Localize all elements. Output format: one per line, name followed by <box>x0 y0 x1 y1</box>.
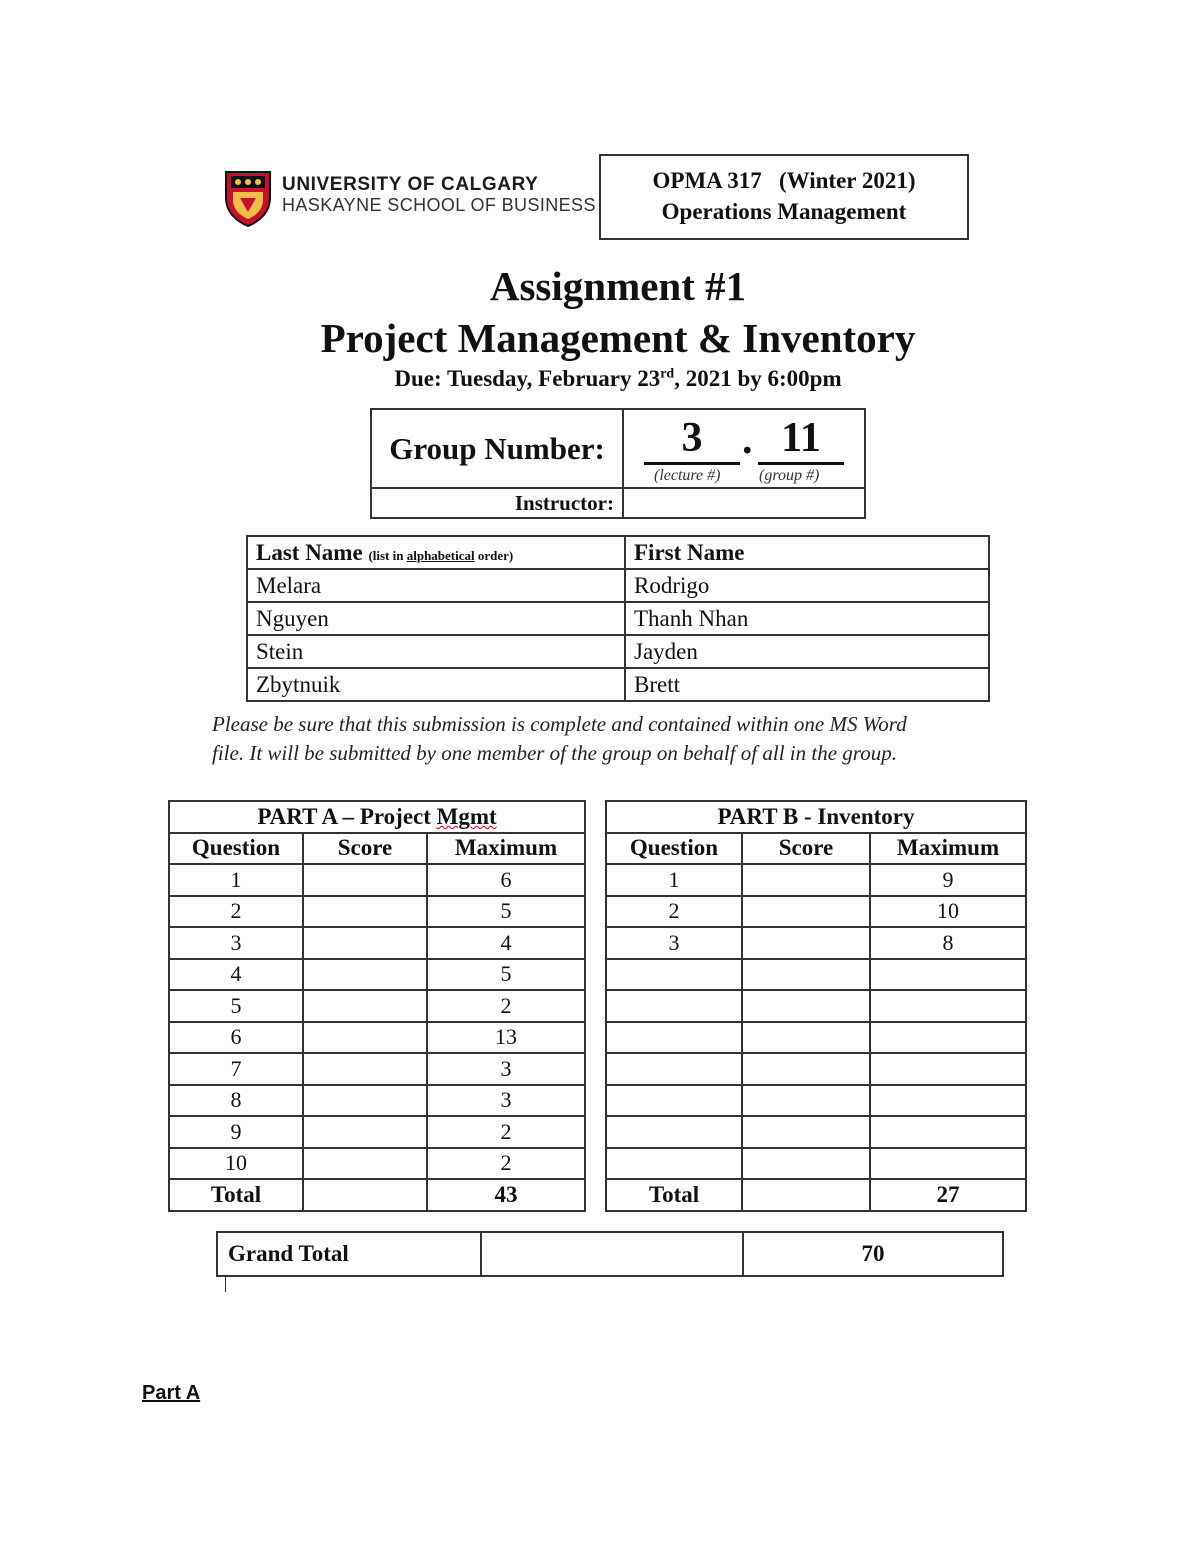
maximum-cell: 4 <box>427 927 585 959</box>
score-cell[interactable] <box>303 927 427 959</box>
group-caption: (group #) <box>759 467 820 484</box>
table-row <box>247 602 989 635</box>
score-header: Score <box>742 833 870 865</box>
question-cell: 4 <box>169 959 303 991</box>
submission-note: Please be sure that this submission is complete and contained within one MS Word file. It will be submitted by one member of the group on behalf of all in the group. <box>212 712 907 765</box>
table-row <box>606 927 1026 959</box>
score-cell[interactable] <box>303 864 427 896</box>
question-cell: 1 <box>169 864 303 896</box>
table-row <box>169 1116 585 1148</box>
last-name-header: Last Name (list in alphabetical order) <box>247 536 625 569</box>
maximum-cell: 3 <box>427 1053 585 1085</box>
group-separator: . <box>742 417 753 463</box>
score-cell[interactable] <box>742 959 870 991</box>
question-cell: 7 <box>169 1053 303 1085</box>
maximum-cell <box>870 1148 1026 1180</box>
part-a-score-table <box>168 800 586 1212</box>
group-number: 11 <box>758 414 844 465</box>
table-row <box>169 1148 585 1180</box>
table-row <box>169 959 585 991</box>
maximum-cell <box>870 1116 1026 1148</box>
school-name: HASKAYNE SCHOOL OF BUSINESS <box>282 195 596 215</box>
total-score-cell[interactable] <box>303 1179 427 1211</box>
grand-total-table <box>216 1231 1004 1277</box>
score-cell[interactable] <box>303 959 427 991</box>
question-cell <box>606 1116 742 1148</box>
maximum-cell: 10 <box>870 896 1026 928</box>
group-members-table <box>246 535 990 702</box>
table-row <box>606 1022 1026 1054</box>
maximum-cell: 8 <box>870 927 1026 959</box>
last-name-cell[interactable]: Zbytnuik <box>247 668 625 701</box>
maximum-cell: 2 <box>427 1148 585 1180</box>
total-label: Total <box>606 1179 742 1211</box>
course-box <box>599 154 969 240</box>
table-row <box>169 927 585 959</box>
first-name-cell[interactable]: Jayden <box>625 635 989 668</box>
maximum-cell: 13 <box>427 1022 585 1054</box>
table-row <box>169 990 585 1022</box>
table-row <box>247 635 989 668</box>
due-date: Due: Tuesday, February 23rd, 2021 by 6:00pm <box>394 366 842 391</box>
question-cell <box>606 1053 742 1085</box>
table-row <box>247 668 989 701</box>
lecture-number: 3 <box>644 414 740 465</box>
score-cell[interactable] <box>303 1116 427 1148</box>
question-cell: 5 <box>169 990 303 1022</box>
last-name-cell[interactable]: Stein <box>247 635 625 668</box>
last-name-note: (list in alphabetical order) <box>368 547 514 563</box>
table-row <box>606 959 1026 991</box>
table-row <box>606 864 1026 896</box>
maximum-cell: 5 <box>427 896 585 928</box>
instructor-field[interactable] <box>623 488 865 518</box>
score-cell[interactable] <box>303 1085 427 1117</box>
question-cell: 6 <box>169 1022 303 1054</box>
maximum-header: Maximum <box>870 833 1026 865</box>
part-a-title: PART A – Project Mgmt <box>169 801 585 833</box>
table-row <box>169 1053 585 1085</box>
score-cell[interactable] <box>303 1022 427 1054</box>
first-name-cell[interactable]: Rodrigo <box>625 569 989 602</box>
question-cell <box>606 990 742 1022</box>
maximum-cell <box>870 1085 1026 1117</box>
score-cell[interactable] <box>742 1022 870 1054</box>
question-cell <box>606 959 742 991</box>
maximum-cell: 9 <box>870 864 1026 896</box>
maximum-cell <box>870 990 1026 1022</box>
score-cell[interactable] <box>742 1148 870 1180</box>
score-cell[interactable] <box>303 896 427 928</box>
table-row <box>606 1085 1026 1117</box>
question-header: Question <box>606 833 742 865</box>
question-cell: 10 <box>169 1148 303 1180</box>
score-cell[interactable] <box>742 864 870 896</box>
question-cell: 3 <box>169 927 303 959</box>
part-b-title: PART B - Inventory <box>606 801 1026 833</box>
question-cell <box>606 1022 742 1054</box>
question-header: Question <box>169 833 303 865</box>
lecture-caption: (lecture #) <box>654 467 721 484</box>
course-name: Operations Management <box>661 199 907 224</box>
table-row <box>169 1085 585 1117</box>
score-cell[interactable] <box>303 1053 427 1085</box>
part-b-score-table <box>605 800 1027 1212</box>
maximum-cell <box>870 959 1026 991</box>
grand-total-score-cell[interactable] <box>481 1232 743 1276</box>
university-name: UNIVERSITY OF CALGARY <box>282 174 539 195</box>
table-row <box>247 569 989 602</box>
maximum-cell <box>870 1022 1026 1054</box>
assignment-title: Assignment #1 <box>489 263 747 309</box>
university-logo <box>223 168 596 228</box>
table-row <box>606 896 1026 928</box>
maximum-cell: 2 <box>427 990 585 1022</box>
score-cell[interactable] <box>742 927 870 959</box>
course-code: OPMA 317 (Winter 2021) <box>652 168 916 193</box>
last-name-cell[interactable]: Melara <box>247 569 625 602</box>
table-row <box>169 1022 585 1054</box>
first-name-header: First Name <box>625 536 989 569</box>
text-cursor <box>225 1276 226 1292</box>
group-number-label: Group Number: <box>371 409 623 488</box>
section-heading: Part A <box>142 1382 201 1404</box>
score-cell[interactable] <box>742 896 870 928</box>
question-cell: 1 <box>606 864 742 896</box>
table-row <box>606 990 1026 1022</box>
maximum-cell <box>870 1053 1026 1085</box>
university-crest-icon <box>223 168 273 228</box>
maximum-cell: 5 <box>427 959 585 991</box>
score-cell[interactable] <box>742 1053 870 1085</box>
total-label: Total <box>169 1179 303 1211</box>
question-cell: 8 <box>169 1085 303 1117</box>
grand-total-maximum: 70 <box>743 1232 1003 1276</box>
table-row <box>606 1148 1026 1180</box>
total-maximum: 43 <box>427 1179 585 1211</box>
group-number-value[interactable] <box>623 409 865 488</box>
question-cell: 3 <box>606 927 742 959</box>
instructor-label: Instructor: <box>371 488 623 518</box>
total-score-cell[interactable] <box>742 1179 870 1211</box>
question-cell: 9 <box>169 1116 303 1148</box>
score-header: Score <box>303 833 427 865</box>
table-row <box>169 896 585 928</box>
question-cell: 2 <box>606 896 742 928</box>
score-cell[interactable] <box>742 990 870 1022</box>
maximum-cell: 2 <box>427 1116 585 1148</box>
maximum-cell: 6 <box>427 864 585 896</box>
maximum-header: Maximum <box>427 833 585 865</box>
last-name-cell[interactable]: Nguyen <box>247 602 625 635</box>
group-number-table <box>370 408 866 519</box>
question-cell: 2 <box>169 896 303 928</box>
first-name-cell[interactable]: Brett <box>625 668 989 701</box>
table-row <box>606 1116 1026 1148</box>
question-cell <box>606 1085 742 1117</box>
table-row <box>606 1053 1026 1085</box>
grand-total-label: Grand Total <box>217 1232 481 1276</box>
score-cell[interactable] <box>303 1148 427 1180</box>
table-row <box>169 864 585 896</box>
total-maximum: 27 <box>870 1179 1026 1211</box>
score-cell[interactable] <box>742 1116 870 1148</box>
question-cell <box>606 1148 742 1180</box>
assignment-subtitle: Project Management & Inventory <box>320 315 916 361</box>
score-cell[interactable] <box>303 990 427 1022</box>
first-name-cell[interactable]: Thanh Nhan <box>625 602 989 635</box>
score-cell[interactable] <box>742 1085 870 1117</box>
maximum-cell: 3 <box>427 1085 585 1117</box>
